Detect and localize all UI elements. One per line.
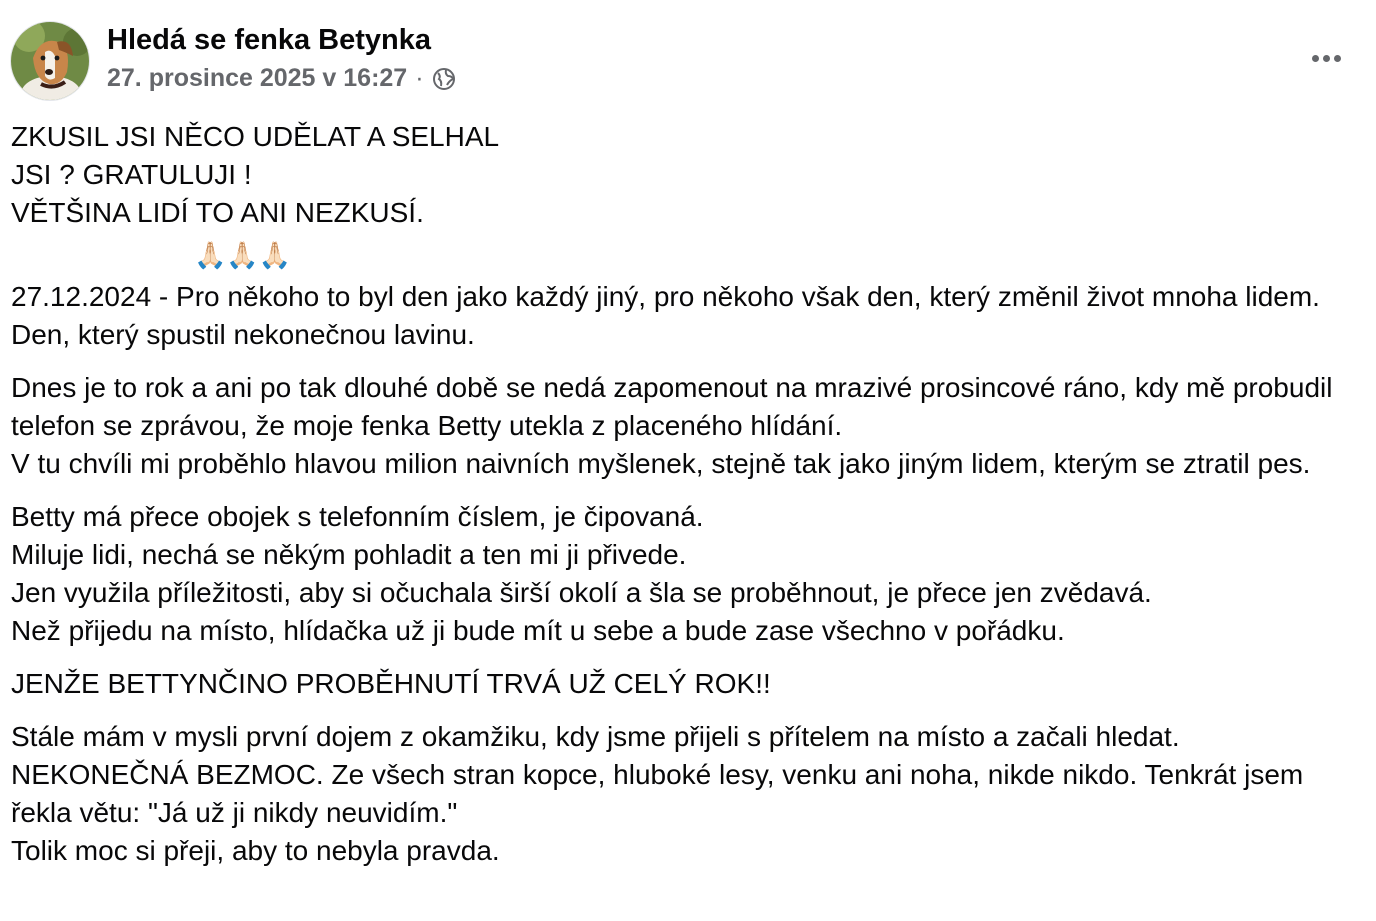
meta-separator: ·	[415, 64, 424, 92]
paragraph-hopes-line-3: Jen využila příležitosti, aby si očuchala širší okolí a šla se proběhnout, je přece jen zvědavá.	[11, 577, 1152, 608]
post-meta	[107, 64, 456, 93]
paragraph-search-line-2: NEKONEČNÁ BEZMOC. Ze všech stran kopce, hluboké lesy, venku ani noha, nikde nikdo. Tenkrát jsem řekla větu: "Já už ji nikdy neuvidím."	[11, 759, 1311, 828]
more-options-icon	[1323, 55, 1330, 62]
dog-avatar-icon	[11, 22, 90, 101]
post-header	[0, 0, 1376, 110]
more-options-icon	[1334, 55, 1341, 62]
post-timestamp[interactable]: 27. prosince 2025 v 16:27	[107, 64, 408, 92]
post-body	[11, 118, 1367, 870]
paragraph-emphasis: JENŽE BETTYNČINO PROBĚHNUTÍ TRVÁ UŽ CELÝ ROK!!	[11, 668, 771, 699]
more-options-icon	[1312, 55, 1319, 62]
paragraph-morning-line-1: Dnes je to rok a ani po tak dlouhé době se nedá zapomenout na mrazivé prosincové ráno, kdy mě probudil telefon se zprávou, že moje fenka Betty utekla z placeného hlídání.	[11, 372, 1341, 441]
page-avatar[interactable]	[10, 21, 90, 101]
paragraph-intro-line-1: ZKUSIL JSI NĚCO UDĚLAT A SELHAL	[11, 121, 500, 152]
paragraph-date: 27.12.2024 - Pro někoho to byl den jako každý jiný, pro někoho však den, který změnil život mnoha lidem. Den, který spustil nekonečnou lavinu.	[11, 281, 1328, 350]
more-options-button[interactable]	[1296, 36, 1356, 80]
paragraph-hopes-line-1: Betty má přece obojek s telefonním číslem, je čipovaná.	[11, 501, 704, 532]
post-author[interactable]: Hledá se fenka Betynka	[107, 24, 431, 56]
paragraph-search-line-3: Tolik moc si přeji, aby to nebyla pravda.	[11, 835, 500, 866]
paragraph-intro-line-3: VĚTŠINA LIDÍ TO ANI NEZKUSÍ.	[11, 197, 424, 228]
folded-hands-emoji: 🙏🏻🙏🏻🙏🏻	[194, 240, 292, 270]
paragraph-search-line-1: Stále mám v mysli první dojem z okamžiku, kdy jsme přijeli s přítelem na místo a začali hledat.	[11, 721, 1180, 752]
paragraph-hopes-line-4: Než přijedu na místo, hlídačka už ji bude mít u sebe a bude zase všechno v pořádku.	[11, 615, 1065, 646]
paragraph-morning-line-2: V tu chvíli mi proběhlo hlavou milion naivních myšlenek, stejně tak jako jiným lidem, kterým se ztratil pes.	[11, 448, 1311, 479]
globe-icon[interactable]	[432, 67, 456, 91]
paragraph-intro-line-2: JSI ? GRATULUJI !	[11, 159, 252, 190]
paragraph-hopes-line-2: Miluje lidi, nechá se někým pohladit a ten mi ji přivede.	[11, 539, 687, 570]
